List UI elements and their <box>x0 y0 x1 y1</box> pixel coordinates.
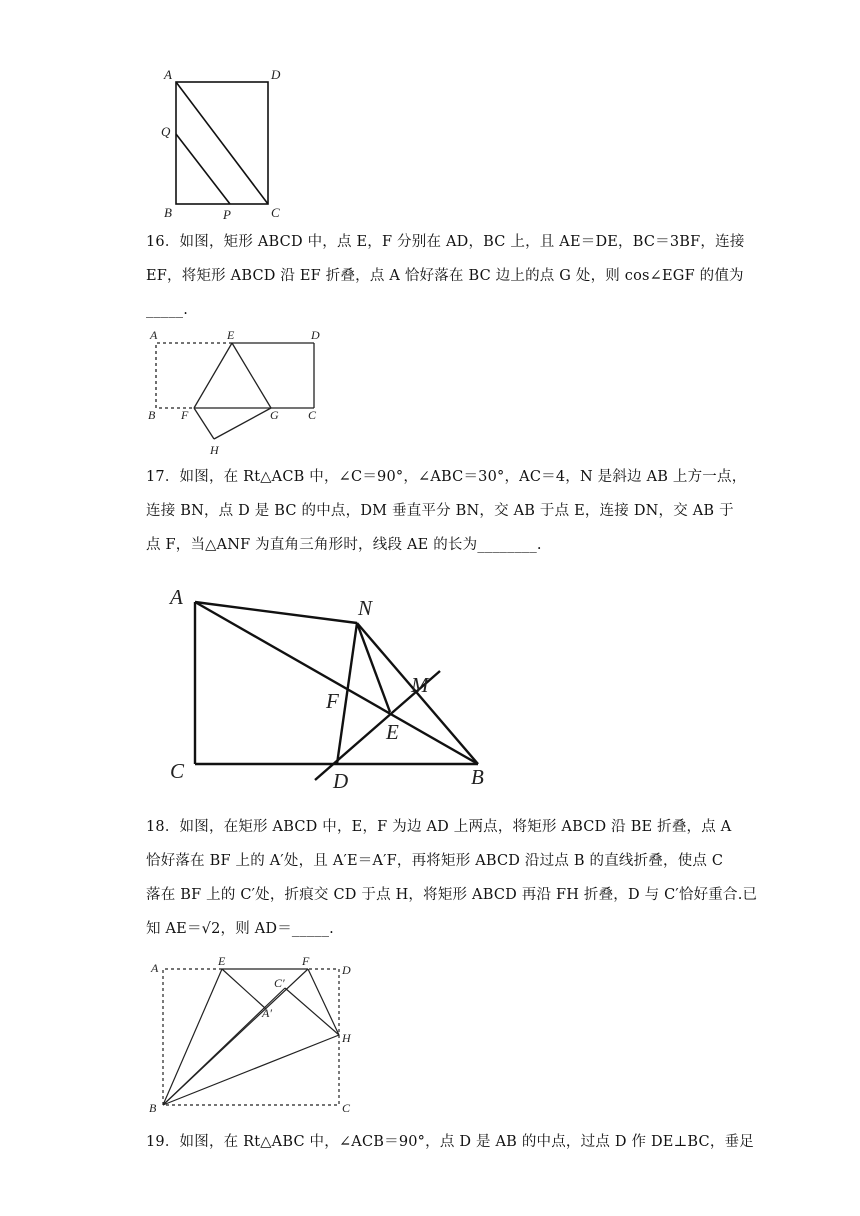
problem-16-line-3: _____. <box>146 302 189 318</box>
label-D: D <box>333 769 349 793</box>
label-B: B <box>164 205 172 220</box>
label-M: M <box>411 673 429 697</box>
problem-19-line-1: 19．如图，在 Rt△ABC 中，∠ACB＝90°，点 D 是 AB 的中点，过点 D 作 DE⊥BC，垂足 <box>146 1134 754 1150</box>
problem-18-line-4: 知 AE＝√2，则 AD＝_____. <box>146 921 334 937</box>
problem-18-line-3: 落在 BF 上的 C′处，折痕交 CD 于点 H，将矩形 ABCD 再沿 FH 折叠，D 与 C′恰好重合.已 <box>146 887 758 903</box>
label-A: A <box>164 67 172 82</box>
label-G: G <box>270 408 279 422</box>
figure-16-fold <box>140 324 340 460</box>
label-B: B <box>148 408 156 422</box>
problem-19-text <box>146 1125 754 1159</box>
problem-18-text <box>146 810 758 946</box>
problem-18-line-2: 恰好落在 BF 上的 A′处，且 A′E＝A′F，再将矩形 ABCD 沿过点 B 的直线折叠，使点 C <box>146 853 724 869</box>
figure-18-fold <box>145 952 365 1122</box>
problem-17-line-1: 17．如图，在 Rt△ACB 中，∠C＝90°，∠ABC＝30°，AC＝4，N 是斜边 AB 上方一点， <box>146 469 747 485</box>
label-A: A <box>150 328 158 342</box>
problem-17-line-2: 连接 BN，点 D 是 BC 的中点，DM 垂直平分 BN，交 AB 于点 E，连接 DN，交 AB 于 <box>146 503 734 519</box>
problem-17-line-3: 点 F，当△ANF 为直角三角形时，线段 AE 的长为________. <box>146 537 542 553</box>
label-B: B <box>149 1101 157 1115</box>
label-E: E <box>386 720 399 744</box>
label-E: E <box>218 954 226 968</box>
label-F: F <box>181 408 189 422</box>
label-N: N <box>358 596 373 620</box>
label-H: H <box>342 1031 351 1045</box>
label-D: D <box>342 963 351 977</box>
problem-16-line-2: EF，将矩形 ABCD 沿 EF 折叠，点 A 恰好落在 BC 边上的点 G 处，则 cos∠EGF 的值为 <box>146 268 744 284</box>
label-Q: Q <box>161 124 171 139</box>
figure-15-rectangle <box>150 62 300 224</box>
problem-16-line-1: 16．如图，矩形 ABCD 中，点 E，F 分别在 AD，BC 上，且 AE＝DE，BC＝3BF，连接 <box>146 234 745 250</box>
label-F: F <box>326 689 339 713</box>
label-C: C <box>271 205 280 220</box>
label-A: A <box>151 961 159 975</box>
label-D: D <box>311 328 320 342</box>
problem-18-line-1: 18．如图，在矩形 ABCD 中，E，F 为边 AD 上两点，将矩形 ABCD 沿 BE 折叠，点 A <box>146 819 732 835</box>
label-B: B <box>471 765 484 789</box>
label-C: C <box>170 759 185 783</box>
label-H: H <box>210 443 219 457</box>
problem-17-text <box>146 460 747 562</box>
label-D: D <box>271 67 281 82</box>
label-C: C <box>308 408 317 422</box>
label-A-prime: A′ <box>262 1006 272 1020</box>
label-A: A <box>170 585 183 609</box>
label-C-prime: C′ <box>274 976 285 990</box>
label-F: F <box>302 954 310 968</box>
problem-16-text <box>146 225 745 327</box>
label-E: E <box>227 328 235 342</box>
label-C: C <box>342 1101 351 1115</box>
figure-17-triangle <box>160 582 500 794</box>
label-P: P <box>223 207 231 222</box>
